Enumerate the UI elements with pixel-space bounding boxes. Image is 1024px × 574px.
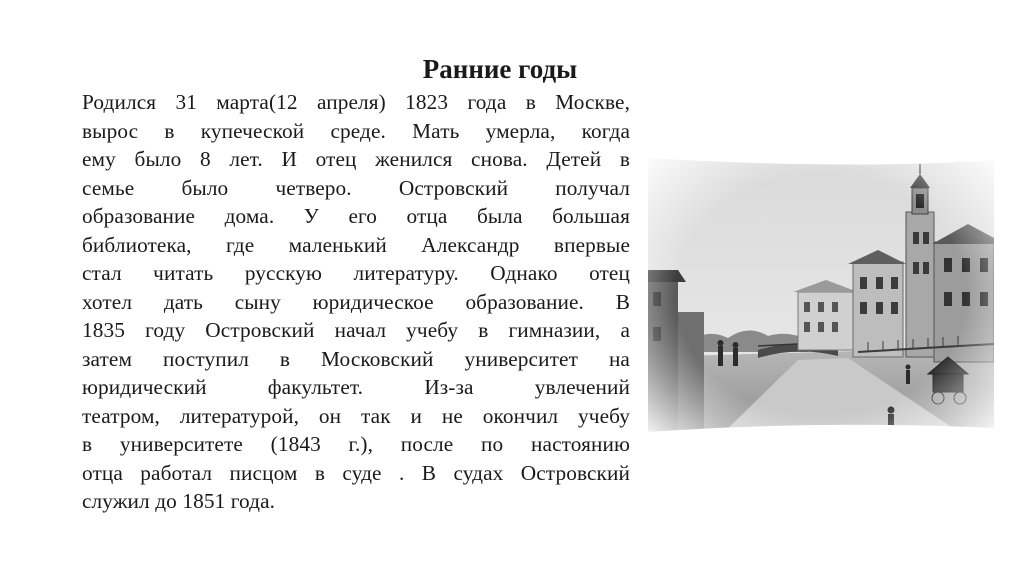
body-line: стал читать русскую литературу. Однако отец [82, 261, 630, 285]
body-line: в университете (1843 г.), после по настоянию [82, 432, 630, 456]
body-line: 1835 году Островский начал учебу в гимназии, а [82, 318, 630, 342]
body-text [82, 88, 630, 516]
historic-street-photo [648, 152, 994, 438]
body-line: ему было 8 лет. И отец женился снова. Детей в [82, 147, 630, 171]
body-line: отца работал писцом в суде . В судах Островский [82, 460, 630, 485]
body-line: Родился 31 марта(12 апреля) 1823 года в Москве, [82, 90, 630, 114]
slide-title: Ранние годы [422, 54, 578, 84]
body-line: образование дома. У его отца была большая [82, 204, 630, 228]
body-line: семье было четверо. Островский получал [82, 175, 630, 200]
body-line: хотел дать сыну юридическое образование. В [82, 289, 630, 314]
body-line: театром, литературой, он так и не окончил учебу [82, 403, 630, 428]
body-line: юридический факультет. Из-за увлечений [82, 375, 630, 399]
body-line: служил до 1851 года. [82, 489, 276, 513]
body-line: библиотека, где маленький Александр впервые [82, 232, 630, 257]
street-scene-illustration [648, 152, 994, 438]
body-line: вырос в купеческой среде. Мать умерла, когда [82, 118, 630, 143]
body-line: затем поступил в Московский университет на [82, 346, 630, 371]
